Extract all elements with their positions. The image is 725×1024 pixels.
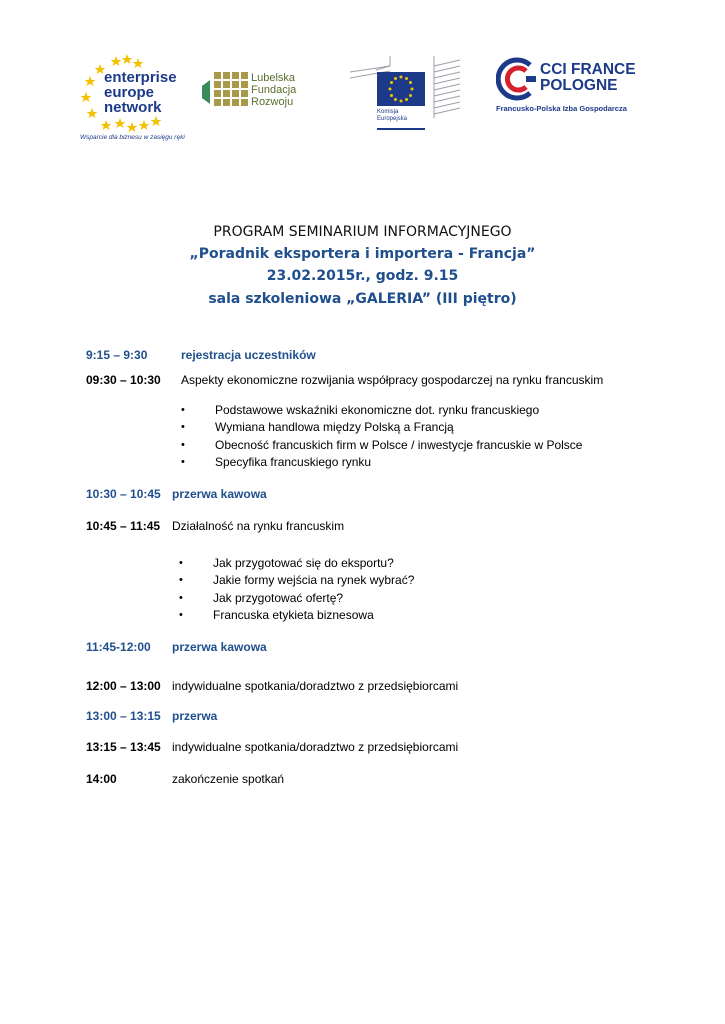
een-line3: network (104, 99, 162, 116)
agenda-desc: przerwa kawowa (172, 487, 267, 501)
lfr-line1: Lubelska (251, 72, 296, 84)
cci-line1: CCI FRANCE (540, 61, 636, 78)
agenda-time: 14:00 (86, 772, 117, 786)
bullet-icon: • (181, 404, 185, 416)
ec-line2: Europejska (377, 116, 408, 122)
bullet-icon: • (179, 557, 183, 569)
agenda-desc: przerwa kawowa (172, 640, 267, 654)
seminar-name: „Poradnik eksportera i importera - Francja” (189, 246, 536, 262)
seminar-room: sala szkoleniowa „GALERIA” (III piętro) (208, 291, 517, 307)
list-item-text: Jak przygotować ofertę? (213, 590, 344, 605)
list-item-text: Obecność francuskich firm w Polsce / inwestycje francuskie w Polsce (215, 437, 583, 452)
list-item (181, 437, 582, 454)
agenda-time: 13:00 – 13:15 (86, 709, 161, 723)
agenda-desc: zakończenie spotkań (172, 772, 285, 786)
lfr-line2: Fundacja (251, 84, 297, 96)
bullet-icon: • (181, 455, 185, 468)
list-item (181, 419, 582, 436)
agenda-time: 10:30 – 10:45 (86, 487, 161, 501)
french-market-topics-list (179, 555, 414, 624)
bullet-icon: • (179, 574, 183, 587)
cci-france-pologne-logo (496, 57, 656, 119)
agenda-time: 12:00 – 13:00 (86, 679, 161, 693)
program-title: PROGRAM SEMINARIUM INFORMACYJNEGO (213, 224, 512, 240)
list-item (179, 555, 414, 572)
bullet-icon: • (179, 591, 183, 604)
list-item (179, 590, 414, 607)
een-line1: enterprise (104, 69, 177, 86)
lubelska-fundacja-rozwoju-logo (200, 70, 310, 110)
agenda-time: 9:15 – 9:30 (86, 348, 148, 362)
lfr-grid-icon (200, 70, 250, 108)
cci-line2: POLOGNE (540, 77, 618, 94)
agenda-desc: rejestracja uczestników (181, 348, 316, 362)
list-item-text: Jakie formy wejścia na rynek wybrać? (213, 573, 415, 588)
agenda-time: 10:45 – 11:45 (86, 519, 161, 533)
een-tagline: Wsparcie dla biznesu w zasięgu ręki (80, 134, 185, 141)
agenda-desc: indywidualne spotkania/doradztwo z przedsiębiorcami (172, 740, 459, 754)
een-line2: europe (104, 84, 155, 101)
list-item (181, 402, 582, 419)
bullet-icon: • (181, 438, 185, 451)
list-item-text: Jak przygotować się do eksportu? (213, 556, 394, 570)
agenda-desc: Działalność na rynku francuskim (172, 519, 345, 533)
economics-topics-list (181, 402, 582, 471)
list-item (179, 572, 414, 589)
lfr-line3: Rozwoju (251, 96, 294, 108)
agenda-time: 13:15 – 13:45 (86, 740, 161, 754)
list-item-text: Podstawowe wskaźniki ekonomiczne dot. rynku francuskiego (215, 403, 540, 417)
enterprise-europe-network-logo (80, 52, 195, 144)
list-item-text: Wymiana handlowa między Polską a Francją (215, 420, 454, 435)
list-item (179, 607, 414, 624)
list-item-text: Francuska etykieta biznesowa (213, 607, 374, 622)
ec-line1: Komisja (377, 109, 399, 115)
cci-emblem-icon (496, 57, 540, 101)
list-item-text: Specyfika francuskiego rynku (215, 454, 372, 469)
agenda-desc: indywidualne spotkania/doradztwo z przedsiębiorcami (172, 679, 459, 693)
bullet-icon: • (181, 421, 185, 434)
european-commission-logo (350, 56, 460, 132)
agenda-time: 11:45-12:00 (86, 640, 151, 654)
agenda-time: 09:30 – 10:30 (86, 373, 161, 387)
agenda-desc: Aspekty ekonomiczne rozwijania współpracy gospodarczej na rynku francuskim (181, 373, 604, 387)
agenda-desc: przerwa (172, 709, 218, 723)
cci-subtitle: Francusko-Polska Izba Gospodarcza (496, 104, 627, 113)
bullet-icon: • (179, 608, 183, 621)
list-item (181, 454, 582, 471)
seminar-date: 23.02.2015r., godz. 9.15 (266, 268, 459, 284)
